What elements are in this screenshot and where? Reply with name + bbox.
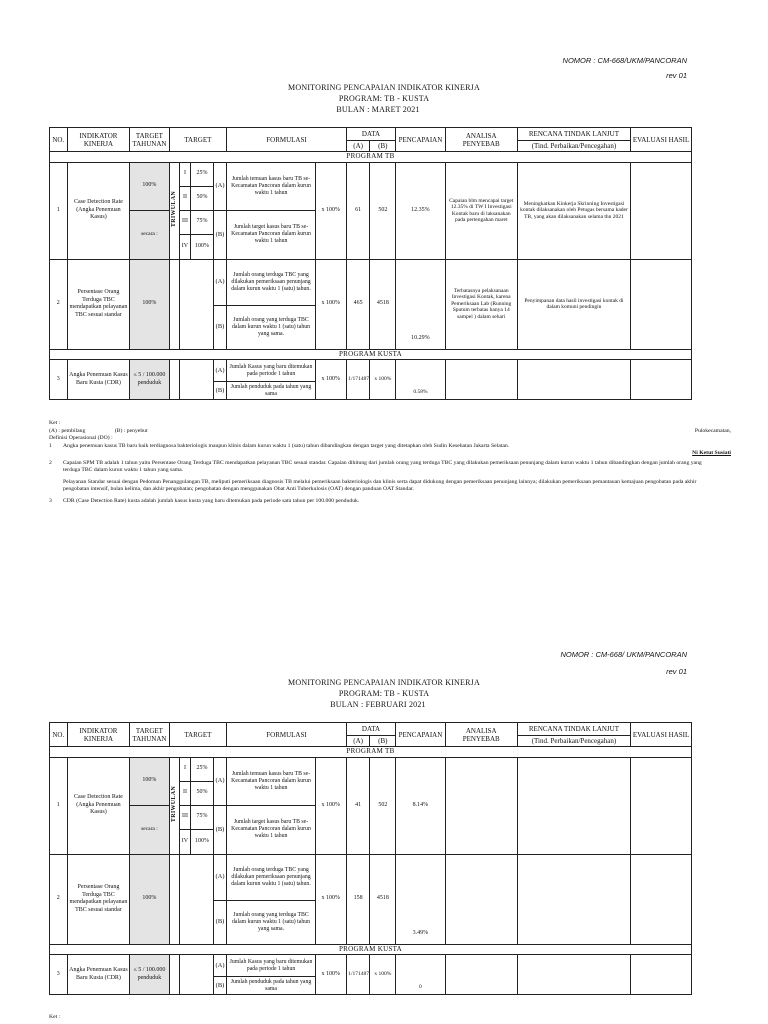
- col-pencapaian: PENCAPAIAN: [396, 128, 445, 152]
- tw3-label: III: [179, 805, 190, 829]
- row3-fa-label: (A): [213, 360, 226, 382]
- row1-data-a: 61: [346, 162, 370, 259]
- notes-ket: Ket :: [49, 420, 61, 426]
- defop-item: [49, 443, 709, 451]
- col-data-a: (A): [346, 736, 370, 747]
- row3-x100: x 100%: [315, 360, 346, 400]
- tw4-label: IV: [179, 829, 190, 854]
- defop-title: Definisi Operasional (DO) :: [49, 435, 113, 441]
- row2-fb-label: (B): [213, 900, 226, 944]
- row1-fa-label: (A): [213, 162, 226, 210]
- tw1-label: I: [179, 757, 190, 781]
- row1-secara: secara :: [130, 210, 169, 259]
- row2-target-empty: [179, 854, 213, 944]
- row3-x100: x 100%: [315, 955, 346, 995]
- row2-rencana: [517, 854, 630, 944]
- row3-formula-a: Jumlah Kasus yang baru ditemukan pada periode 1 tahun: [227, 955, 316, 977]
- tw4-value: 100%: [191, 829, 214, 854]
- row2-analisa: [445, 854, 517, 944]
- row3-evaluasi: [631, 955, 692, 995]
- row2-fa-label: (A): [213, 854, 226, 900]
- col-evaluasi: EVALUASI HASIL: [631, 128, 692, 152]
- row1-data-b: 502: [370, 757, 396, 854]
- legend-b: (B) : penyebut: [114, 427, 148, 434]
- tw2-label: II: [179, 781, 190, 805]
- col-indikator: INDIKATOR KINERJA: [67, 723, 130, 747]
- col-data-a: (A): [346, 141, 370, 152]
- notes-section: [49, 1014, 709, 1022]
- defop-item: [49, 498, 709, 506]
- row3-target-empty: [179, 360, 213, 400]
- report-title-block: [0, 677, 768, 710]
- month-title: BULAN : FEBRUARI 2021: [330, 700, 426, 709]
- row1-rencana: [517, 757, 630, 854]
- monitoring-table: [49, 127, 692, 400]
- row3-data-a: 1/171487: [346, 360, 370, 400]
- col-target: TARGET: [169, 128, 227, 152]
- row3-rencana: [517, 360, 630, 400]
- program-title: PROGRAM: TB - KUSTA: [338, 689, 430, 698]
- row1-formula-b: Jumlah target kasus baru TB se-Kecamatan Pancoran dalam kurun waktu 1 tahun: [227, 210, 316, 259]
- row1-fb-label: (B): [213, 210, 226, 259]
- row1-data-a: 41: [346, 757, 370, 854]
- col-rencana: RENCANA TINDAK LANJUT: [517, 128, 630, 141]
- row3-formula-b: Jumlah penduduk pada tahun yang sama: [227, 382, 316, 400]
- tw4-value: 100%: [191, 234, 214, 259]
- row2-fa-label: (A): [213, 259, 226, 305]
- row3-no: 3: [50, 955, 68, 995]
- defop-num: 3: [49, 497, 52, 504]
- row2-fb-label: (B): [213, 305, 226, 349]
- report-page-februari: [0, 640, 768, 1024]
- col-evaluasi: EVALUASI HASIL: [631, 723, 692, 747]
- defop-text: Capaian SPM TB adalah 1 tahun yaitu Persentase Orang Terduga TBC mendapatkan pelayanan TBC sesuai standar. Capaian dihitung dari jumlah orang yang terduga TBC yang dilakukan pemeriksaan penunjang dalam kurun waktu 1 tahun dibandingkan dengan jumlah orang yang terduga TBC dalam kurun waktu 1 tahun yang sama.: [63, 459, 702, 473]
- row2-x100: x 100%: [315, 259, 346, 349]
- tw3-value: 75%: [191, 805, 214, 829]
- col-data-b: (B): [370, 736, 396, 747]
- row1-target-tahunan: 100%: [130, 162, 169, 210]
- legend-a: (A) : pembilang: [49, 427, 86, 434]
- section-program-tb: PROGRAM TB: [50, 152, 692, 163]
- col-indikator: INDIKATOR KINERJA: [67, 128, 130, 152]
- sign-place: Pulokecamatan,: [694, 427, 731, 434]
- row3-no: 3: [50, 360, 68, 400]
- section-program-kusta: PROGRAM KUSTA: [50, 944, 692, 955]
- tw2-value: 50%: [191, 186, 214, 210]
- sign-name: Ni Ketut Susiati: [692, 450, 731, 456]
- row3-data-b: x 100%: [370, 360, 396, 400]
- defop-text: CDR (Case Detection Rate) kusta adalah jumlah kasus kusta yang baru ditemukan pada periode satu tahun per 100.000 penduduk.: [63, 497, 360, 504]
- row3-fb-label: (B): [213, 977, 226, 995]
- triwulan-label: TRIWULAN: [171, 785, 177, 822]
- report-title: MONITORING PENCAPAIAN INDIKATOR KINERJA: [288, 678, 480, 687]
- row2-target-empty: [179, 259, 213, 349]
- col-no: NO.: [50, 128, 68, 152]
- tw3-value: 75%: [191, 210, 214, 234]
- row2-data-a: 158: [346, 854, 370, 944]
- row3-formula-b: Jumlah penduduk pada tahun yang sama: [227, 977, 316, 995]
- section-program-tb: PROGRAM TB: [50, 747, 692, 758]
- row2-triwulan-empty: [169, 259, 179, 349]
- row3-analisa: [445, 955, 517, 995]
- notes-ket: Ket :: [49, 1014, 61, 1020]
- month-title: BULAN : MARET 2021: [336, 105, 420, 114]
- row1-secara: secara :: [130, 805, 169, 854]
- row1-evaluasi: [631, 757, 692, 854]
- row1-no: 1: [50, 162, 68, 259]
- defop-num: 1: [49, 442, 52, 449]
- notes-section: [49, 420, 731, 505]
- row2-no: 2: [50, 854, 68, 944]
- row1-target-tahunan: 100%: [130, 757, 169, 805]
- row2-analisa: Terbatasnya pelaksanaan Investigasi Kontak, karena Pemeriksaan Lab (Running Sputum terbatas hanya 14 sampel ) dalam sehari: [445, 259, 517, 349]
- row1-pencapaian: 12.35%: [396, 162, 445, 259]
- row1-pencapaian: 8.14%: [396, 757, 445, 854]
- row2-formula-a: Jumlah orang terduga TBC yang dilakukan pemeriksaan penunjang dalam kurun waktu 1 (satu) tahun.: [227, 259, 316, 305]
- tw2-value: 50%: [191, 781, 214, 805]
- tw3-label: III: [179, 210, 190, 234]
- col-no: NO.: [50, 723, 68, 747]
- row3-triwulan-empty: [169, 955, 179, 995]
- col-data: DATA: [346, 723, 395, 736]
- defop-text: Angka penemuan kasus TB baru baik terdiagnosa bakteriologis maupun klinis dalam kurun waktu 1 (satu) tahun dibandingkan dengan target yang ditetapkan oleh Sudin Kesehatan Jakarta Selatan.: [63, 442, 510, 449]
- row2-indikator: Persentase Orang Terduga TBC mendapatkan pelayanan TBC sesuai standar: [67, 854, 130, 944]
- row1-data-b: 502: [370, 162, 396, 259]
- row3-fa-label: (A): [213, 955, 226, 977]
- row3-analisa: [445, 360, 517, 400]
- document-number: NOMOR : CM-668/ UKM/PANCORAN: [560, 650, 687, 659]
- row3-triwulan-empty: [169, 360, 179, 400]
- col-target-tahunan: TARGET TAHUNAN: [130, 723, 169, 747]
- notes-legend: [49, 427, 731, 436]
- row1-triwulan-cell: [169, 162, 179, 259]
- report-title: MONITORING PENCAPAIAN INDIKATOR KINERJA: [288, 83, 480, 92]
- tw2-label: II: [179, 186, 190, 210]
- row1-analisa: [445, 757, 517, 854]
- row1-indikator: Case Detection Rate (Angka Penemuan Kasus): [67, 757, 130, 854]
- row2-indikator: Persentase Orang Terduga TBC mendapatkan pelayanan TBC sesuai standar: [67, 259, 130, 349]
- row3-evaluasi: [631, 360, 692, 400]
- row1-x100: x 100%: [315, 757, 346, 854]
- report-title-block: [0, 82, 768, 115]
- row2-pencapaian: 3.49%: [396, 854, 445, 944]
- row1-evaluasi: [631, 162, 692, 259]
- row1-indikator: Case Detection Rate (Angka Penemuan Kasus): [67, 162, 130, 259]
- row1-rencana: Meningkatkan Kinkerja Skrinning Investigasi kontak dilaksanakan oleh Petugas bersama kader TB, yang akan dilaksanakan selama thn 2021: [517, 162, 630, 259]
- col-rencana-sub: (Tind. Perbaikan/Pencegahan): [517, 736, 630, 747]
- revision-label: rev 01: [666, 667, 687, 676]
- row2-formula-b: Jumlah orang yang terduga TBC dalam kurun waktu 1 (satu) tahun yang sama.: [227, 900, 316, 944]
- tw4-label: IV: [179, 234, 190, 259]
- row2-data-a: 465: [346, 259, 370, 349]
- col-rencana: RENCANA TINDAK LANJUT: [517, 723, 630, 736]
- col-target-tahunan: TARGET TAHUNAN: [130, 128, 169, 152]
- row2-rencana: Penyimpanan data hasil investigasi kontak di dalam komuni pendingin: [517, 259, 630, 349]
- row3-pencapaian: 0: [396, 955, 445, 995]
- row2-pencapaian: 10.29%: [396, 259, 445, 349]
- row3-rencana: [517, 955, 630, 995]
- tw1-label: I: [179, 162, 190, 186]
- monitoring-table: [49, 722, 692, 995]
- row1-x100: x 100%: [315, 162, 346, 259]
- row2-formula-b: Jumlah orang yang terduga TBC dalam kurun waktu 1 (satu) tahun yang sama.: [227, 305, 316, 349]
- defop-text: Pelayanan Standar sesuai dengan Pedoman Penanggulangan TB, meliputi pemeriksaan diagnosis TB melalui pemeriksaan bakteriologis dan klinis serta dapat didukung dengan pemeriksaan penunjang lainnya; dilakukan pemeriksaan pemantauan kemajuan pengobatan pada akhir pengobatan intensif, bulan kelima, dan akhir pengobatan; pengobatan dengan menggunakan Obat Anti Tuberkulosis (OAT) dengan panduan OAT Standar.: [63, 478, 697, 492]
- row1-no: 1: [50, 757, 68, 854]
- defop-num: 2: [49, 459, 52, 466]
- row2-triwulan-empty: [169, 854, 179, 944]
- col-analisa: ANALISA PENYEBAB: [445, 723, 517, 747]
- triwulan-label: TRIWULAN: [171, 190, 177, 227]
- row2-evaluasi: [631, 259, 692, 349]
- row3-data-b: x 100%: [370, 955, 396, 995]
- col-data-b: (B): [370, 141, 396, 152]
- row2-data-b: 4518: [370, 854, 396, 944]
- col-rencana-sub: (Tind. Perbaikan/Pencegahan): [517, 141, 630, 152]
- row1-fa-label: (A): [213, 757, 226, 805]
- row1-triwulan-cell: [169, 757, 179, 854]
- row2-target-tahunan: 100%: [130, 259, 169, 349]
- row3-indikator: Angka Penemuan Kasus Baru Kusta (CDR): [67, 955, 130, 995]
- row2-data-b: 4518: [370, 259, 396, 349]
- tw1-value: 25%: [191, 757, 214, 781]
- row1-formula-a: Jumlah temuan kasus baru TB se-Kecamatan Pancoran dalam kurun waktu 1 tahun: [227, 757, 316, 805]
- row1-formula-a: Jumlah temuan kasus baru TB se-Kecamatan Pancoran dalam kurun waktu 1 tahun: [227, 162, 316, 210]
- tw1-value: 25%: [191, 162, 214, 186]
- defop-num: [49, 479, 63, 494]
- section-program-kusta: PROGRAM KUSTA: [50, 349, 692, 360]
- col-target: TARGET: [169, 723, 227, 747]
- col-formulasi: FORMULASI: [227, 128, 347, 152]
- col-analisa: ANALISA PENYEBAB: [445, 128, 517, 152]
- row2-formula-a: Jumlah orang terduga TBC yang dilakukan pemeriksaan penunjang dalam kurun waktu 1 (satu) tahun.: [227, 854, 316, 900]
- row1-fb-label: (B): [213, 805, 226, 854]
- row2-no: 2: [50, 259, 68, 349]
- row3-pencapaian: 0.58%: [396, 360, 445, 400]
- row3-data-a: 1/171487: [346, 955, 370, 995]
- col-formulasi: FORMULASI: [227, 723, 347, 747]
- col-data: DATA: [346, 128, 395, 141]
- row3-target-tahunan: ≤ 5 / 100.000 penduduk: [130, 955, 169, 995]
- row3-target-empty: [179, 955, 213, 995]
- row1-analisa: Capaian blm mencapai target 12.35% di TW I Investigasi Kontak baru di laksanakan pada pertengahan maret: [445, 162, 517, 259]
- defop-item: [49, 479, 709, 494]
- program-title: PROGRAM: TB - KUSTA: [338, 94, 430, 103]
- row2-target-tahunan: 100%: [130, 854, 169, 944]
- document-number: NOMOR : CM-668/UKM/PANCORAN: [562, 56, 687, 65]
- defop-item: [49, 460, 709, 475]
- row3-target-tahunan: ≤ 5 / 100.000 penduduk: [130, 360, 169, 400]
- row3-indikator: Angka Penemuan Kasus Baru Kusta (CDR): [67, 360, 130, 400]
- revision-label: rev 01: [666, 71, 687, 80]
- row2-evaluasi: [631, 854, 692, 944]
- row2-x100: x 100%: [315, 854, 346, 944]
- row3-fb-label: (B): [213, 382, 226, 400]
- row3-formula-a: Jumlah Kasus yang baru ditemukan pada periode 1 tahun: [227, 360, 316, 382]
- row1-formula-b: Jumlah target kasus baru TB se-Kecamatan Pancoran dalam kurun waktu 1 tahun: [227, 805, 316, 854]
- col-pencapaian: PENCAPAIAN: [396, 723, 445, 747]
